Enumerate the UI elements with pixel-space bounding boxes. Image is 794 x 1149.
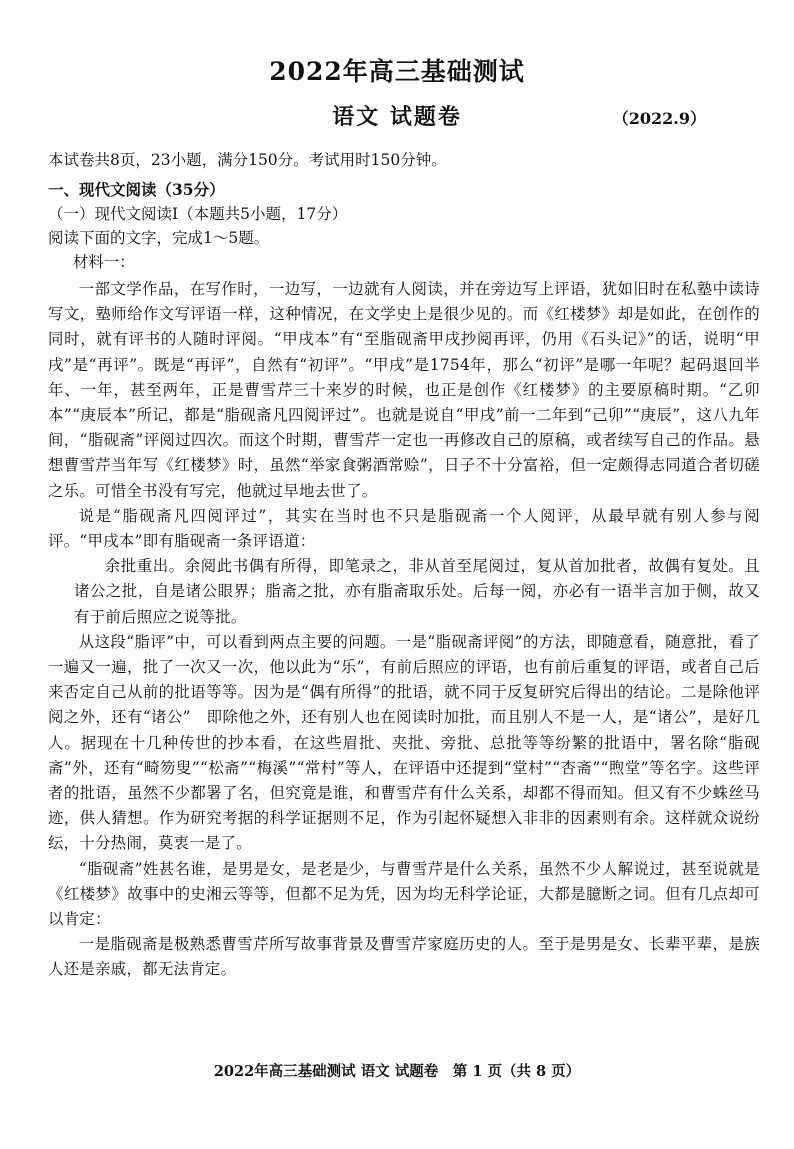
section-sub-heading: （一）现代文阅读Ⅰ（本题共5小题，17分）: [48, 205, 348, 223]
paragraph-4: “脂砚斋”姓甚名谁，是男是女，是老是少，与曹雪芹是什么关系，虽然不少人解说过，甚至说就是《红楼梦》故事中的史湘云等等，但都不足为凭，因为均无科学论证，大都是臆断之词。但有几点却可以肯定：: [48, 859, 760, 929]
exam-title: 2022年高三基础测试: [269, 57, 525, 86]
exam-intro: 本试卷共8页，23小题，满分150分。考试用时150分钟。: [48, 151, 447, 169]
page-footer: 2022年高三基础测试 语文 试题卷 第 1 页（共 8 页）: [213, 1063, 581, 1080]
exam-content: [48, 148, 760, 983]
paragraph-5: 一是脂砚斋是极熟悉曹雪芹所写故事背景及曹雪芹家庭历史的人。至于是男是女、长辈平辈，是族人还是亲戚，都无法肯定。: [48, 935, 760, 979]
subtitle-row: [0, 100, 794, 134]
paragraph-3: 从这段“脂评”中，可以看到两点主要的问题。一是“脂砚斋评阅”的方法，即随意看，随意批，看了一遍又一遍，批了一次又一次，他以此为“乐”，有前后照应的评语，也有前后重复的评语，或者自己后来否定自己从前的批语等等。因为是“偶有所得”的批语，就不同于反复研究后得出的结论。二是除他评阅之外，还有“诸公” 即除他之外，还有别人也在阅读时加批，而且别人不是一人，是“诸公”，是好几人。据现在十几种传世的抄本看，在这些眉批、夹批、旁批、总批等等纷繁的批语中，署名除“脂砚斋”外，还有“畸笏叟”“松斋”“梅溪”“常村”等人，在评语中还提到“堂村”“杏斋”“煦堂”等名字。这些评者的批语，虽然不少都署了名，但究竟是谁，和曹雪芹有什么关系，却都不得而知。但又有不少蛛丝马迹，供人猜想。作为研究考据的科学证据则不足，作为引起怀疑想入非非的因素则有余。这样就众说纷纭，十分热闹，莫衷一是了。: [48, 632, 760, 853]
exam-date: （2022.9）: [612, 109, 706, 128]
reading-instruction: 阅读下面的文字，完成1～5题。: [48, 229, 270, 247]
quoted-commentary: 余批重出。余阅此书偶有所得，即笔录之，非从首至尾阅过，复从首加批者，故偶有复处。且诸公之批，自是诸公眼界；脂斋之批，亦有脂斋取乐处。后每一阅，亦必有一语半言加于侧，故又有于前后照应之说等批。: [74, 557, 760, 626]
exam-subtitle: 语文 试题卷: [332, 104, 462, 130]
material-label: 材料一：: [72, 253, 135, 271]
paragraph-2: 说是“脂砚斋凡四阅评过”，其实在当时也不只是脂砚斋一个人阅评，从最早就有别人参与阅评。“甲戌本”即有脂砚斋一条评语道：: [48, 506, 760, 551]
section-heading: 一、现代文阅读（35分）: [48, 180, 225, 199]
paragraph-1: 一部文学作品，在写作时，一边写，一边就有人阅读，并在旁边写上评语，犹如旧时在私塾中读诗写文，塾师给作文写评语一样，这种情况，在文学史上是很少见的。而《红楼梦》却是如此，在创作的同时，就有评书的人随时评阅。“甲戌本”有“至脂砚斋甲戌抄阅再评，仍用《石头记》”的话，说明“甲戌”是“再评”。既是“再评”，自然有“初评”。“甲戌”是1754年，那么“初评”是哪一年呢？起码退回半年、一年，甚至两年，正是曹雪芹三十来岁的时候，也正是创作《红楼梦》的主要原稿时期。“乙卯本”“庚辰本”所记，都是“脂砚斋凡四阅评过”。也就是说自“甲戌”前一二年到“己卯”“庚辰”，这八九年间，“脂砚斋”评阅过四次。而这个时期，曹雪芹一定也一再修改自己的原稿，或者续写自己的作品。悬想曹雪芹当年写《红楼梦》时，虽然“举家食粥酒常赊”，日子不十分富裕，但一定颇得志同道合者切磋之乐。可惜全书没有写完，他就过早地去世了。: [48, 280, 760, 500]
